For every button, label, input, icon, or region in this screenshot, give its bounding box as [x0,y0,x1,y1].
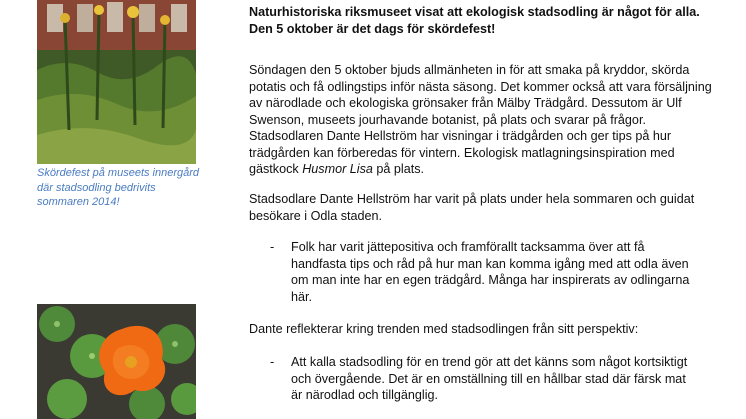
paragraph-trend: Dante reflekterar kring trenden med stadsodlingen från sitt perspektiv: [249,322,639,336]
quote-text-2: Att kalla stadsodling för en trend gör att det känns som något kortsiktigt och övergående. Det är en omställning till en hållbar stad där färsk mat är närodlad och tillgänglig. [291,355,688,402]
nasturtium-photo-image [37,304,196,419]
paragraph-harvest-event [249,62,719,178]
chef-name: Husmor Lisa [302,162,373,176]
nasturtium-photo [37,304,196,419]
bullet-dash: - [270,240,275,254]
paragraph1-end: på plats. [372,162,424,176]
garden-photo-image [37,0,196,164]
quote-text-1: Folk har varit jättepositiva och framförallt tacksamma över att få handfasta tips och råd på hur man kan komma igång med att odla även om man inte har en egen trädgård. Många har inspirerats av odlingarna här. [291,240,690,304]
bullet-dash: - [270,355,275,369]
photo-caption: Skördefest på museets innergård där stadsodling bedrivits sommaren 2014! [37,167,200,208]
lead-paragraph: Naturhistoriska riksmuseet visat att ekologisk stadsodling är något för alla. Den 5 oktober är det dags för skördefest! [249,5,700,36]
garden-photo [37,0,196,164]
paragraph1-main: Söndagen den 5 oktober bjuds allmänheten in för att smaka på kryddor, skörda potatis och få odlingstips inför nästa säsong. Det kommer också att vara försäljning av närodlade och ekologiska grönsaker från Mälby Trädgård. Dessutom är Ulf Swenson, museets jourhavande botanist, på plats och svarar på frågor. Stadsodlaren Dante Hellström har visningar i trädgården och ger tips på hur trädgården kan förberedas för vintern. Ekologisk matlagningsinspiration med gästkock [249,63,712,176]
paragraph-city-gardener: Stadsodlare Dante Hellström har varit på plats under hela sommaren och guidat besökare i Odla staden. [249,192,695,223]
